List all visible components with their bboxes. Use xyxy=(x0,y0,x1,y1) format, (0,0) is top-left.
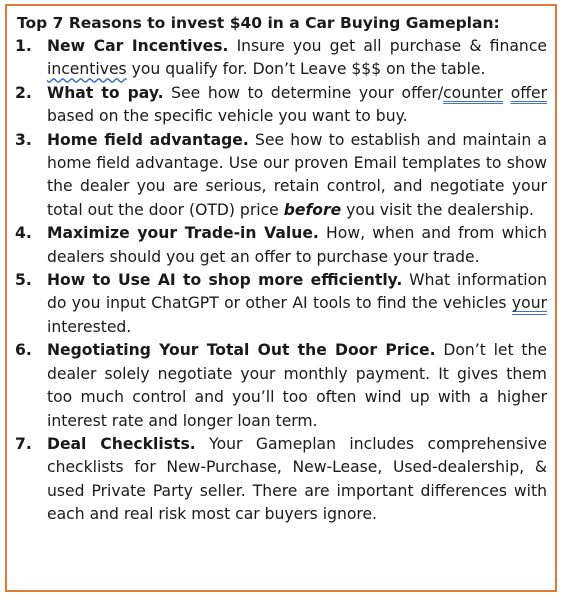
item-number: 7. xyxy=(15,434,32,453)
list-item xyxy=(15,269,547,339)
item-text: What information do you input ChatGPT or other AI tools to find the vehicles your interested. xyxy=(47,271,547,336)
list-item xyxy=(15,433,547,527)
list-item xyxy=(15,129,547,223)
item-text: How, when and from which dealers should you get an offer to purchase your trade. xyxy=(47,224,547,266)
item-heading: New Car Incentives. xyxy=(47,37,229,55)
grammar-marked-word: your xyxy=(511,294,547,313)
reasons-list xyxy=(15,35,547,527)
item-number: 6. xyxy=(15,341,32,360)
item-text: See how to determine your offer/counter offer based on the specific vehicle you want to buy. xyxy=(47,83,547,126)
document-title: Top 7 Reasons to invest $40 in a Car Buying Gameplan: xyxy=(17,14,500,32)
item-text: Insure you get all purchase & finance incentives you qualify for. Don’t Leave $$$ on the table. xyxy=(47,37,547,79)
emphasis-word: before xyxy=(283,200,342,219)
grammar-marked-word: offer xyxy=(510,83,547,102)
spellcheck-marked-word: incentives xyxy=(47,60,127,79)
item-heading: What to pay. xyxy=(47,83,164,102)
item-text: Your Gameplan includes comprehensive checklists for New-Purchase, New-Lease, Used-dealership, & used Private Party seller. There are important differences with each and real risk most car buyers ignore. xyxy=(47,434,547,524)
item-number: 5. xyxy=(15,271,32,290)
list-item xyxy=(15,82,547,129)
item-text: See how to establish and maintain a home field advantage. Use our proven Email templates to show the dealer you are serious, retain control, and negotiate your total out the door (OTD) price before you visit the dealership. xyxy=(47,130,547,219)
item-number: 1. xyxy=(15,37,32,55)
grammar-marked-word: counter xyxy=(443,83,504,102)
list-item xyxy=(15,222,547,269)
item-heading: How to Use AI to shop more efficiently. xyxy=(47,271,403,290)
item-heading: Maximize your Trade-in Value. xyxy=(47,224,319,243)
list-item xyxy=(15,35,547,82)
item-number: 4. xyxy=(15,224,32,243)
item-heading: Negotiating Your Total Out the Door Price. xyxy=(47,341,436,360)
item-heading: Deal Checklists. xyxy=(47,434,196,453)
item-text: Don’t let the dealer solely negotiate your monthly payment. It gives them too much control and you’ll too often wind up with a higher interest rate and longer loan term. xyxy=(47,341,547,430)
item-number: 2. xyxy=(15,83,32,102)
list-item xyxy=(15,339,547,433)
document-box xyxy=(5,4,557,592)
item-heading: Home field advantage. xyxy=(47,130,249,149)
item-number: 3. xyxy=(15,130,32,149)
